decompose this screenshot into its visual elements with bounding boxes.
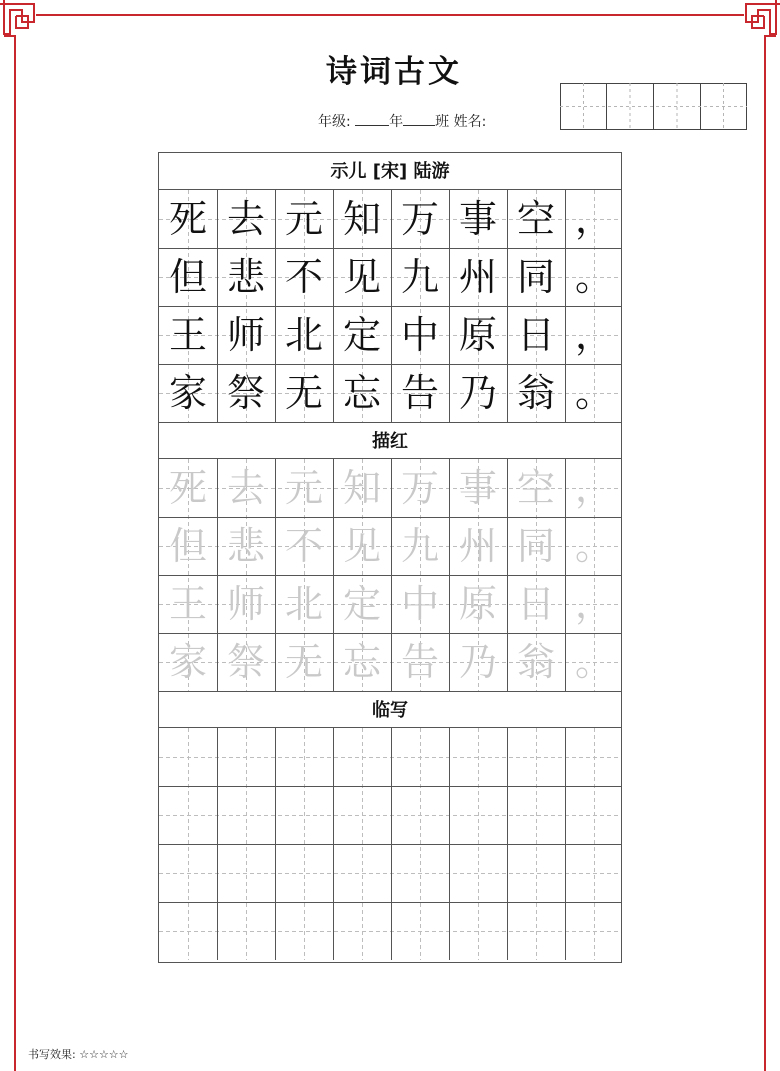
grade-blank[interactable] [355, 111, 389, 126]
trace-header: 描红 [159, 422, 621, 459]
trace-char: 州 [458, 524, 497, 568]
corner-ornament-left [0, 0, 40, 40]
name-writing-boxes[interactable] [560, 83, 748, 131]
poem-punct: ， [574, 197, 613, 241]
trace-char: 告 [400, 640, 439, 684]
poem-char: 祭 [226, 371, 265, 415]
poem-char: 不 [284, 255, 323, 299]
rating-label: 书写效果: [28, 1048, 76, 1061]
frame-right-line [764, 36, 766, 1071]
trace-char: 空 [516, 466, 555, 510]
year-label: 年 [389, 114, 404, 130]
poem-char: 见 [342, 255, 381, 299]
poem-header: 示儿 [宋] 陆游 [159, 153, 621, 190]
trace-char: 万 [400, 466, 439, 510]
poem-char: 州 [458, 255, 497, 299]
trace-char: 事 [458, 466, 497, 510]
trace-punct: ， [574, 466, 613, 510]
poem-char: 原 [458, 313, 497, 357]
poem-char: 北 [284, 313, 323, 357]
worksheet [158, 152, 622, 963]
poem-char: 事 [458, 197, 497, 241]
trace-char: 无 [284, 640, 323, 684]
trace-char: 乃 [458, 640, 497, 684]
trace-char: 王 [168, 582, 207, 626]
trace-char: 北 [284, 582, 323, 626]
poem-char: 知 [342, 197, 381, 241]
trace-char: 悲 [226, 524, 265, 568]
trace-char: 日 [516, 582, 555, 626]
rating-stars[interactable]: ☆☆☆☆☆ [79, 1048, 129, 1061]
poem-char: 但 [168, 255, 207, 299]
frame-top-line [36, 14, 744, 16]
poem-char: 中 [400, 313, 439, 357]
student-info-line [318, 111, 486, 131]
poem-char: 家 [168, 371, 207, 415]
trace-char: 但 [168, 524, 207, 568]
trace-char: 原 [458, 582, 497, 626]
poem-char: 万 [400, 197, 439, 241]
trace-glyphs[interactable] [159, 459, 621, 691]
poem-char: 日 [516, 313, 555, 357]
poem-char: 悲 [226, 255, 265, 299]
writing-rating [28, 1046, 129, 1062]
trace-char: 不 [284, 524, 323, 568]
poem-char: 乃 [458, 371, 497, 415]
trace-char: 忘 [342, 640, 381, 684]
poem-char: 元 [284, 197, 323, 241]
grade-label: 年级: [318, 114, 351, 130]
trace-char: 九 [400, 524, 439, 568]
poem-char: 王 [168, 313, 207, 357]
page-title: 诗词古文 [326, 54, 462, 90]
poem-char: 无 [284, 371, 323, 415]
poem-char: 告 [400, 371, 439, 415]
trace-char: 中 [400, 582, 439, 626]
copy-grid[interactable] [159, 728, 621, 962]
poem-char: 去 [226, 197, 265, 241]
poem-glyphs [159, 190, 621, 422]
frame-left-line [14, 36, 16, 1071]
trace-punct: 。 [574, 640, 613, 684]
poem-char: 忘 [342, 371, 381, 415]
trace-char: 同 [516, 524, 555, 568]
trace-char: 祭 [226, 640, 265, 684]
trace-char: 死 [168, 466, 207, 510]
corner-ornament-right [740, 0, 780, 40]
copy-header: 临写 [159, 691, 621, 728]
poem-char: 同 [516, 255, 555, 299]
trace-char: 元 [284, 466, 323, 510]
poem-char: 死 [168, 197, 207, 241]
poem-char: 翁 [516, 371, 555, 415]
poem-char: 师 [226, 313, 265, 357]
trace-char: 知 [342, 466, 381, 510]
trace-char: 去 [226, 466, 265, 510]
trace-char: 定 [342, 582, 381, 626]
trace-char: 见 [342, 524, 381, 568]
poem-char: 九 [400, 255, 439, 299]
poem-punct: ， [574, 313, 613, 357]
poem-char: 定 [342, 313, 381, 357]
poem-punct: 。 [574, 371, 613, 415]
trace-char: 翁 [516, 640, 555, 684]
poem-char: 空 [516, 197, 555, 241]
class-blank[interactable] [403, 111, 435, 126]
trace-char: 家 [168, 640, 207, 684]
trace-punct: ， [574, 582, 613, 626]
poem-punct: 。 [574, 255, 613, 299]
class-label: 班 [435, 114, 450, 130]
name-label: 姓名: [453, 114, 487, 130]
trace-char: 师 [226, 582, 265, 626]
trace-punct: 。 [574, 524, 613, 568]
